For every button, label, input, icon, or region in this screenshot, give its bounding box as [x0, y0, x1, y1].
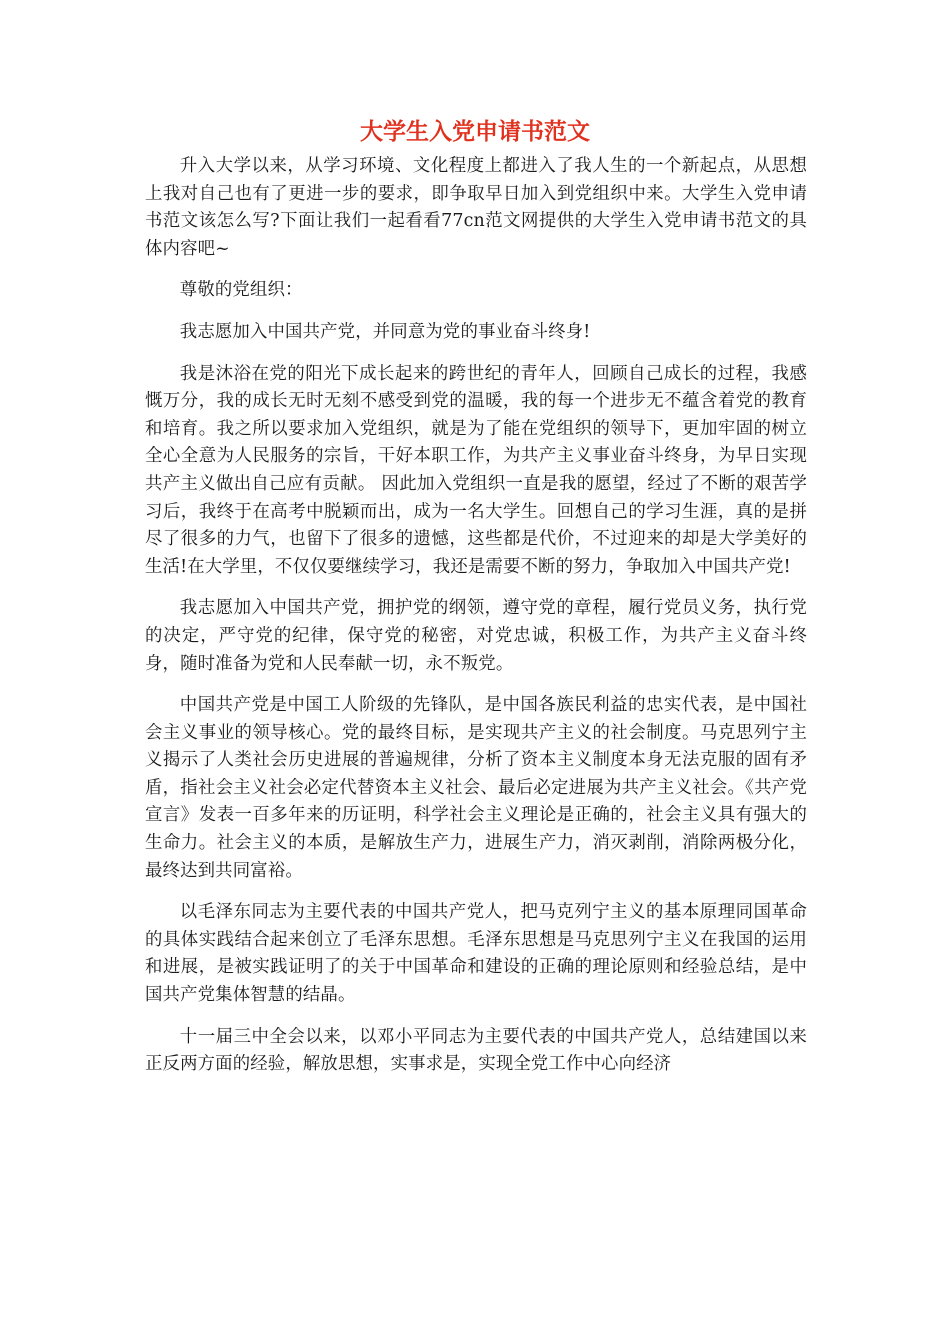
document-body [145, 153, 807, 1093]
salutation: 尊敬的党组织： [179, 280, 303, 301]
body-paragraph: 我是沐浴在党的阳光下成长起来的跨世纪的青年人，回顾自己成长的过程，我感慨万分，我的成长无时无刻不感受到党的温暖，我的每一个进步无不蕴含着党的教育和培育。我之所以要求加入党组织，就是为了能在党组织的领导下，更加牢固的树立全心全意为人民服务的宗旨，干好本职工作，为共产主义事业奋斗终身，为早日实现共产主义做出自己应有贡献。 因此加入党组织一直是我的愿望，经过了不断的艰苦学习后，我终于在高考中脱颖而出，成为一名大学生。回想自己的学习生涯，真的是拼尽了很多的力气，也留下了很多的遗憾，这些都是代价，不过迎来的却是大学美好的生活!在大学里，不仅仅要继续学习，我还是需要不断的努力，争取加入中国共产党! [145, 363, 807, 577]
intro-paragraph: 升入大学以来，从学习环境、文化程度上都进入了我人生的一个新起点，从思想上我对自己也有了更进一步的要求，即争取早日加入到党组织中来。大学生入党申请书范文该怎么写?下面让我们一起看看77cn范文网提供的大学生入党申请书范文的具体内容吧~ [145, 156, 807, 259]
body-paragraph: 以毛泽东同志为主要代表的中国共产党人，把马克列宁主义的基本原理同国革命的具体实践结合起来创立了毛泽东思想。毛泽东思想是马克思列宁主义在我国的运用和进展，是被实践证明了的关于中国革命和建设的正确的理论原则和经验总结，是中国共产党集体智慧的结晶。 [145, 902, 807, 1006]
document-title: 大学生入党申请书范文 [360, 119, 590, 145]
pledge-paragraph: 我志愿加入中国共产党，并同意为党的事业奋斗终身! [179, 321, 591, 342]
body-paragraph: 十一届三中全会以来，以邓小平同志为主要代表的中国共产党人，总结建国以来正反两方面的经验，解放思想，实事求是，实现全党工作中心向经济 [145, 1026, 807, 1075]
body-paragraph: 我志愿加入中国共产党，拥护党的纲领，遵守党的章程，履行党员义务，执行党的决定，严守党的纪律，保守党的秘密，对党忠诚，积极工作，为共产主义奋斗终身，随时准备为党和人民奉献一切，永不叛党。 [145, 598, 807, 674]
body-paragraph: 中国共产党是中国工人阶级的先锋队，是中国各族民利益的忠实代表，是中国社会主义事业的领导核心。党的最终目标，是实现共产主义的社会制度。马克思列宁主义揭示了人类社会历史进展的普遍规律，分析了资本主义制度本身无法克服的固有矛盾，指社会主义社会必定代替资本主义社会、最后必定进展为共产主义社会。《共产党宣言》发表一百多年来的历证明，科学社会主义理论是正确的，社会主义具有强大的生命力。社会主义的本质，是解放生产力，进展生产力，消灭剥削，消除两极分化，最终达到共同富裕。 [145, 695, 807, 881]
